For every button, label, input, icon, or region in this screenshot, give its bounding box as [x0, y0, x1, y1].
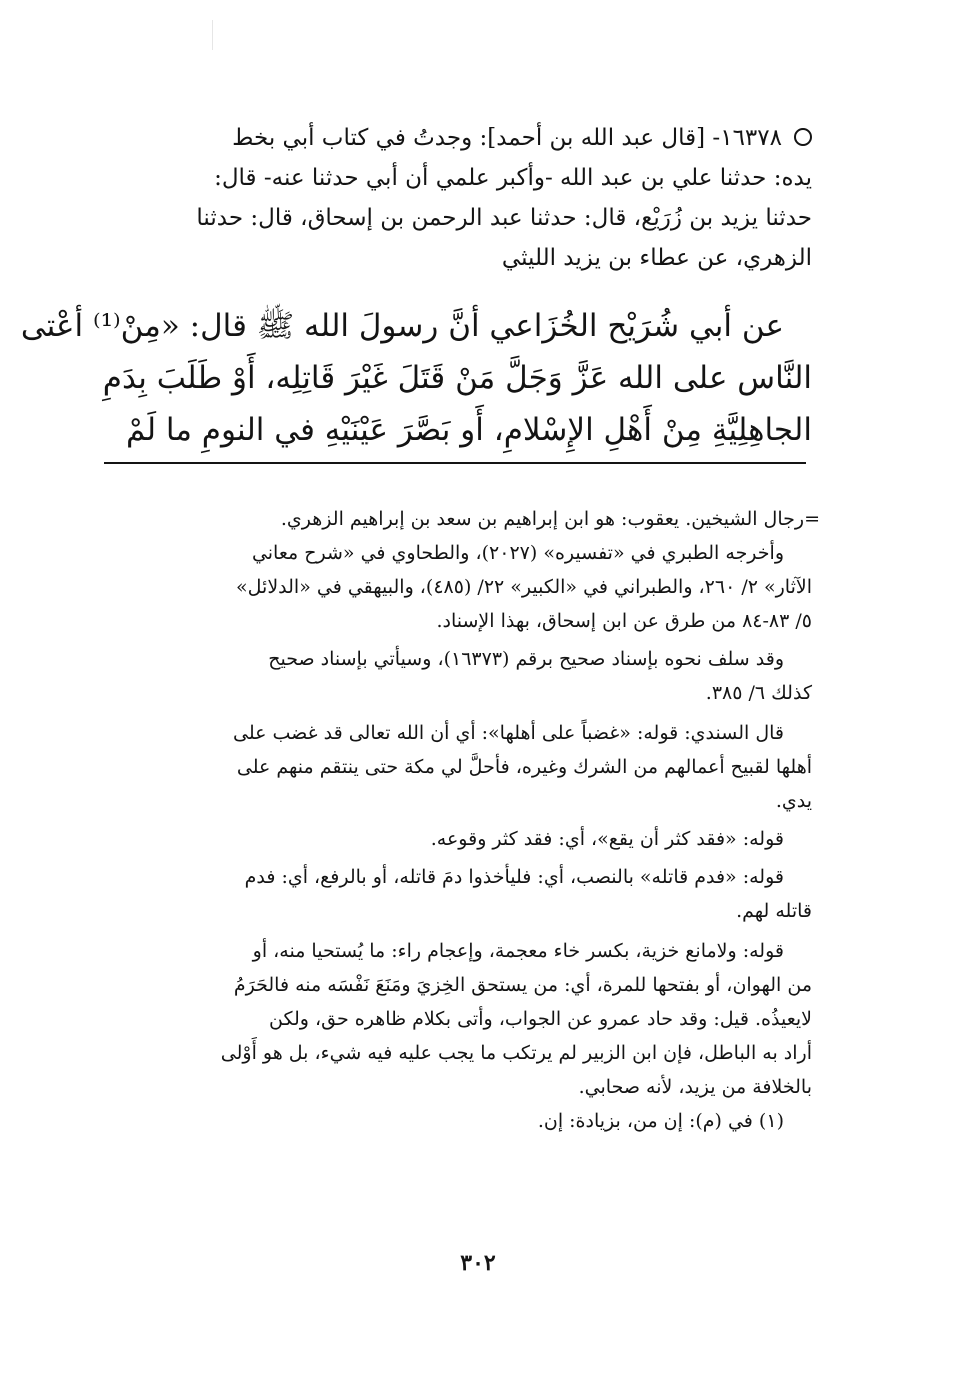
footnote-line: قوله: «فقد كثر أن يقع»، أي: فقد كثر وقوعه. — [430, 828, 784, 850]
isnad-line-text: ١٦٣٧٨- [قال عبد الله بن أحمد]: وجدتُ في كتاب أبي بخط — [232, 125, 782, 151]
footnote-line: (١) في (م): إن من، بزيادة: إن. — [537, 1110, 784, 1132]
footnote-line: الآثار» ٢/ ٢٦٠، والطبراني في «الكبير» ٢٢/ (٤٨٥)، والبيهقي في «الدلائل» — [236, 576, 812, 598]
ring-icon — [794, 128, 812, 146]
footnote-line: ٥/ ٨٣-٨٤ من طرق عن ابن إسحاق، بهذا الإسناد. — [436, 610, 812, 632]
footnote-separator — [104, 462, 806, 464]
footnote-line: =رجال الشيخين. يعقوب: هو ابن إبراهيم بن سعد بن إبراهيم الزهري. — [280, 508, 820, 530]
matn-line: عن أبي شُرَيْح الخُزَاعي أنَّ رسولَ الله ﷺ قال: «مِنْ⁽¹⁾ أعْتى — [20, 308, 784, 344]
footnotes — [104, 502, 820, 1138]
footnote-line: أراد به الباطل، فإن ابن الزبير لم يرتكب ما يجب عليه فيه شيء، بل هو أَوْلى — [220, 1042, 812, 1064]
footnote-line: لايعيذُه. قيل: وقد حاد عمرو عن الجواب، وأتى بكلام ظاهره حق، ولكن — [269, 1008, 812, 1030]
isnad-paragraph — [104, 118, 812, 278]
isnad-line: حدثنا يزيد بن زُرَيْع، قال: حدثنا عبد الرحمن بن إسحاق، قال: حدثنا — [196, 205, 812, 231]
footnote-line: وقد سلف نحوه بإسناد صحيح برقم (١٦٣٧٣)، وسيأتي بإسناد صحيح — [268, 648, 784, 670]
footnote-line: وأخرجه الطبري في «تفسيره» (٢٠٢٧)، والطحاوي في «شرح معاني — [251, 542, 784, 564]
footnote-line: قوله: «فدم قاتله» بالنصب، أي: فليأخذوا دمَ قاتله، أو بالرفع، أي: فدم — [244, 866, 784, 888]
matn-line: الجاهِلِيَّةِ مِنْ أَهْلِ الإِسْلامِ، أَو بَصَّرَ عَيْنَيْهِ في النومِ ما لَمْ — [125, 412, 812, 448]
matn-line: النَّاس على الله عَزَّ وَجَلَّ مَنْ قَتَلَ غَيْرَ قَاتِلِه، أَوْ طَلَبَ بِدَمِ — [102, 360, 812, 396]
matn-paragraph — [20, 300, 812, 456]
footnote-line: قال السندي: قوله: «غضباً على أهلها»: أي أن الله تعالى قد غضب على — [233, 722, 784, 744]
footnote-line: يدي. — [775, 790, 812, 812]
footnote-line: أهلها لقبيح أعمالهم من الشرك وغيره، فأحلَّ لي مكة حتى ينتقم منهم على — [236, 756, 812, 778]
footnote-line: بالخلافة من يزيد، لأنه صحابي. — [578, 1076, 812, 1098]
footnote-line: من الهوان، أو بفتحها للمرة، أي: من يستحق الخِزيَ ومَنَعَ نَفْسَه منه فالحَرَمُ — [233, 974, 812, 996]
isnad-line: يده: حدثنا علي بن عبد الله -وأكبر علمي أن أبي حدثنا عنه- قال: — [214, 165, 812, 191]
isnad-line: الزهري، عن عطاء بن يزيد الليثي — [501, 245, 812, 271]
footnote-line: كذلك ٦/ ٣٨٥. — [705, 682, 812, 704]
footnote-line: قوله: ولامانع خزية، بكسر خاء معجمة، وإعجام راء: ما يُستحيا منه، أو — [252, 940, 784, 962]
footnote-line: قاتله لهم. — [736, 900, 812, 922]
page-number: ٣٠٢ — [460, 1250, 496, 1276]
scan-artifact — [212, 20, 213, 50]
isnad-line — [104, 118, 812, 158]
